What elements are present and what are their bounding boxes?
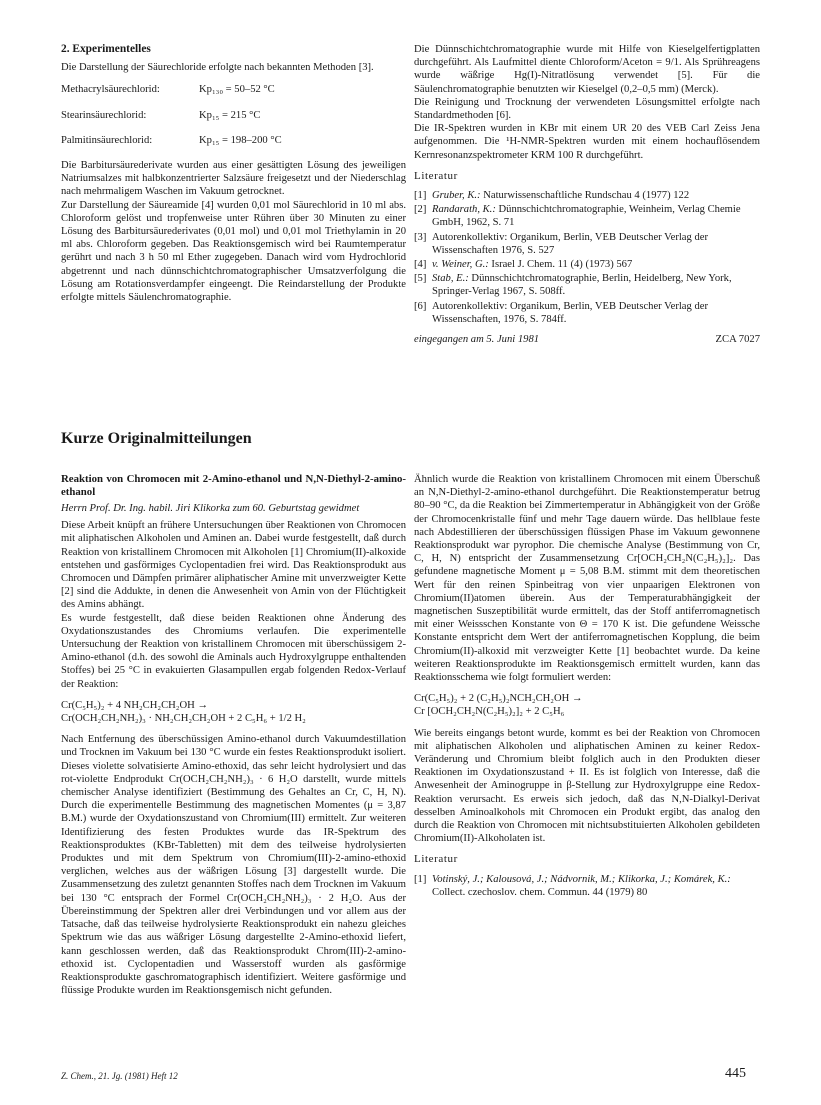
short-communication-left bbox=[61, 473, 406, 997]
dedication: Herrn Prof. Dr. Ing. habil. Jiri Klikorka zum 60. Geburtstag gewidmet bbox=[61, 503, 360, 514]
experimental-section-right bbox=[414, 43, 760, 346]
equation-line: Cr(OCH₂CH₂NH₂)₃ · NH₂CH₂CH₂OH + 2 C₅H₆ + 1/2 H₂ bbox=[61, 713, 306, 725]
reference-item bbox=[414, 873, 760, 899]
reference-number: [6] bbox=[414, 300, 427, 312]
bp-row bbox=[61, 134, 406, 147]
reference-text bbox=[432, 258, 760, 271]
equation-2 bbox=[414, 692, 760, 718]
compound-name: Palmitinsäurechlorid: bbox=[61, 134, 153, 146]
reference-body: Dünnschichtchromatographie, Berlin, Heidelberg, New York, Springer-Verlag 1967, S. 508ff. bbox=[432, 273, 732, 298]
bp-row bbox=[61, 109, 406, 122]
reference-text bbox=[432, 189, 760, 202]
paragraph: Die Reinigung und Trocknung der verwendeten Lösungsmittel erfolgte nach Standardmethoden [6]. bbox=[414, 96, 760, 122]
reference-text bbox=[432, 272, 760, 298]
paragraph: Die Dünnschichtchromatographie wurde mit Hilfe von Kieselgelfertigplatten durchgeführt. Als Laufmittel diente Chloroform/Aceton = 9/1. Als Sprühreagens wurde wäßrige Hg(I)-Nitratlösung verwendet [5]. Für die Säulenchromatographie benutzten wir Kieselgel (0,2–0,5 mm) (Merck). bbox=[414, 44, 760, 95]
reference-number: [1] bbox=[414, 190, 427, 202]
reference-body: Autorenkollektiv: Organikum, Berlin, VEB Deutscher Verlag der Wissenschaften, 1976, S. 784ff. bbox=[432, 300, 708, 325]
compound-name: Methacrylsäurechlorid: bbox=[61, 84, 160, 96]
reference-item bbox=[414, 258, 760, 271]
reference-item bbox=[414, 300, 760, 326]
reference-item bbox=[414, 189, 760, 202]
boiling-point: Kp₁₅ = 215 °C bbox=[199, 109, 261, 121]
reference-body: Collect. czechoslov. chem. Commun. 44 (1979) 80 bbox=[432, 886, 648, 898]
reference-author: Randarath, K.: bbox=[432, 204, 496, 216]
bp-row bbox=[61, 83, 406, 96]
paragraph: Es wurde festgestellt, daß diese beiden Reaktionen ohne Änderung des Oxydationszustandes des Chromiums verlaufen. Die experimentelle Untersuchung der Reaktion von kristallinem Chromocen mit überschüssigem 2-Amino-ethanol (d.h. des sowohl die Aminals auch Hydroxylgruppe enthaltenden Stoffes) bei 25 °C in evakuierten Glasampullen ergab folgenden Redox-Verlauf der Reaktion: bbox=[61, 612, 406, 690]
literature-heading: Literatur bbox=[414, 169, 458, 182]
reference-text bbox=[432, 231, 760, 257]
reference-body: Naturwissenschaftliche Rundschau 4 (1977) 122 bbox=[480, 190, 690, 202]
journal-footer: Z. Chem., 21. Jg. (1981) Heft 12 bbox=[61, 1071, 178, 1081]
article-title: Reaktion von Chromocen mit 2-Amino-ethanol und N,N-Diethyl-2-amino-ethanol bbox=[61, 473, 406, 498]
literature-heading: Literatur bbox=[414, 853, 458, 866]
kurze-heading: Kurze Originalmitteilungen bbox=[61, 430, 252, 447]
reference-text bbox=[432, 203, 760, 229]
reference-text bbox=[432, 300, 760, 326]
reference-body: Autorenkollektiv: Organikum, Berlin, VEB Deutscher Verlag der Wissenschaften 1976, S. 527 bbox=[432, 231, 708, 256]
intro-paragraph: Die Darstellung der Säurechloride erfolgte nach bekannten Methoden [3]. bbox=[61, 62, 374, 74]
reference-item bbox=[414, 231, 760, 257]
paragraph: Ähnlich wurde die Reaktion von kristallinem Chromocen mit einem Überschuß an N,N-Diethyl-2-amino-ethanol durchgeführt. Die Reaktionstemperatur betrug 80–90 °C, da die Reaktion bei Zimmertemperatur in Abhängigkeit von der Größe der Chromocenkristalle fünf und mehr Tage dauern würde. Das hellblaue feste nach Abdestillieren der überschüssigen flüssigen Phase im Vakuum gewonnene Reaktionsprodukt war pyrophor. Die chemische Analyse (Bestimmung von Cr, C, H, N) entspricht der Zusammensetzung Cr[OCH₂CH₂N(C₂H₅)₂]₂. Das gefundene magnetische Moment μ = 5,08 B.M. stimmt mit dem theoretischen Wert für den reinen Spinbeitrag von vier unpaarigen Elektronen von Chromium(II)atomen überein. Aus der Temperaturabhängigkeit der magnetischen Suszeptibilität wurde ermittelt, das der Stoff antiferromagnetisch mit einer Weissschen Konstante von Θ = 170 K ist. Die gefundene Weissche Konstante entspricht dem Wert der antiferromagnetischen Kopplung, die beim Chromium(II)-alkoxid mit verzweigter Kette [1] beobachtet wurde. Da keine weiteren Reaktionsprodukte im Reaktionsgemisch ermittelt wurden, kann das Reaktionsschema wie folgt formuliert werden: bbox=[414, 474, 760, 684]
paragraph: Die Barbitursäurederivate wurden aus einer gesättigten Lösung des jeweiligen Natriumsalzes mit halbkonzentrierter Salzsäure freigesetzt und der Niederschlag nach mehrmaligem Waschen im Vakuum getrocknet. bbox=[61, 160, 406, 198]
reference-number: [3] bbox=[414, 231, 427, 243]
reference-body: Dünnschichtchromatographie, Weinheim, Verlag Chemie GmbH, 1962, S. 71 bbox=[432, 204, 741, 229]
reference-author: Gruber, K.: bbox=[432, 190, 481, 202]
reference-number: [4] bbox=[414, 259, 427, 271]
reference-text bbox=[432, 873, 760, 899]
reference-author: v. Weiner, G.: bbox=[432, 259, 489, 271]
reference-number: [2] bbox=[414, 204, 427, 216]
article-code: ZCA 7027 bbox=[715, 334, 760, 346]
reference-number: [5] bbox=[414, 273, 427, 285]
paragraph: Diese Arbeit knüpft an frühere Untersuchungen über Reaktionen von Chromocen mit aliphatischen Alkoholen und Aminen an. Dabei wurde festgestellt, daß durch Reaktion von kristallinem Chromocen mit Alkoholen [1] Chromium(II)-alkoxide entstehen und gasförmiges Cyclopentadien frei wird. Das Reaktionsprodukt aus Chromocen und Dämpfen primärer aliphatischer Amine mit unverzweigter Kette [2] sind die Addukte, in denen die Anwesenheit von Amin von der Flüchtigkeit des Amins abhängt. bbox=[61, 520, 406, 611]
reference-author: Stab, E.: bbox=[432, 273, 469, 285]
equation-line: Cr(C₅H₅)₂ + 2 (C₂H₅)₂NCH₂CH₂OH → bbox=[414, 693, 583, 705]
equation-1 bbox=[61, 699, 406, 725]
short-communication-right bbox=[414, 473, 760, 900]
paragraph: Nach Entfernung des überschüssigen Amino-ethanol durch Vakuumdestillation und Trocknen im Vakuum bei 130 °C wurde ein festes Reaktionsprodukt isoliert. Dieses violette solvatisierte Amino-ethoxid, das sehr leicht hydrolysiert und das rot-violette Endprodukt Cr(OCH₂CH₂NH₂)₃ · 6 H₂O darstellt, wurde mittels chemischer Analyse identifiziert (Bestimmung des Gehaltes an Cr, C, H, N). Durch die experimentelle Bestimmung des magnetischen Momentes (μ = 3,87 B.M.) wurde der Oxydationszustand von Chromium(III) ermittelt. Zur weiteren Identifizierung des festen Produktes wurde das IR-Spektrum des Reaktionsproduktes (KBr-Tabletten) mit dem des teilweise hydrolysierten Produktes und mit dem Spektrum von Chromium(III)-2-amino-ethoxid verglichen, welches aus der wäßrigen Lösung [3] dargestellt wurde. Die Zusammensetzung des zuletzt genannten Stoffes nach dem Trocknen im Vakuum bei 130 °C entsprach der Formel Cr(OCH₂CH₂NH₂)₃ · 2 H₂O. Aus der Übereinstimmung der Spektren aller drei Verbindungen und vor allem aus der Tatsache, daß das teilweise hydrolysierte Reaktionsprodukt ein nahezu gleiches Spektrum wie das aus wäßriger Lösung dargestellte 2-Amino-ethoxid liefert, kann geschlossen werden, daß das Reaktionsprodukt Chrom(III)-2-amino-ethoxid ist. Cyclopentadien und Wasserstoff wurden als gasförmige Reaktionsprodukte gaschromatographisch identifiziert. Weitere gasförmige und flüssige Produkte wurden im Reaktionsgemisch nicht gefunden. bbox=[61, 734, 406, 997]
paragraph: Die IR-Spektren wurden in KBr mit einem UR 20 des VEB Carl Zeiss Jena aufgenommen. Die ¹H-NMR-Spektren wurden mit einem hochauflösendem Kernresonanzspektrometer KRM 100 R durchgeführt. bbox=[414, 123, 760, 161]
equation-line: Cr(C₅H₅)₂ + 4 NH₂CH₂CH₂OH → bbox=[61, 699, 209, 711]
page-number: 445 bbox=[725, 1066, 746, 1081]
reference-body: Israel J. Chem. 11 (4) (1973) 567 bbox=[488, 259, 633, 271]
boiling-point: Kp₁₅ = 198–200 °C bbox=[199, 134, 282, 146]
received-date: eingegangen am 5. Juni 1981 bbox=[414, 334, 540, 346]
boiling-point: Kp₁₃₀ = 50–52 °C bbox=[199, 84, 275, 96]
section-heading: 2. Experimentelles bbox=[61, 43, 151, 55]
paragraph: Zur Darstellung der Säureamide [4] wurden 0,01 mol Säurechlorid in 10 ml abs. Chloroform gelöst und tropfenweise unter Rühren über 30 Minuten zu einer Lösung des Barbitursäurederivates (0,01 mol) und 0,01 mol Triethylamin in 20 ml abs. Chloroform gegeben. Das Reaktionsgemisch wird bei Raumtemperatur gerührt und nach 3 h 50 ml Ether zugegeben. Danach wird vom Hydrochlorid abgetrennt und nach dünnschichtchromatographischer Umsatzverfolgung die Lösung am Rotationsverdampfer eingeengt. Die Reindarstellung der Produkte erfolgte mittels Säulenchromatographie. bbox=[61, 199, 406, 304]
reference-author: Votinský, J.; Kalousová, J.; Nádvornik, M.; Klikorka, J.; Komárek, K.: bbox=[432, 873, 731, 885]
received-line bbox=[414, 333, 760, 346]
experimental-section-left bbox=[61, 43, 406, 304]
equation-line: Cr [OCH₂CH₂N(C₂H₅)₂]₂ + 2 C₅H₆ bbox=[414, 706, 565, 718]
compound-name: Stearinsäurechlorid: bbox=[61, 109, 147, 121]
reference-number: [1] bbox=[414, 873, 427, 885]
paragraph: Wie bereits eingangs betont wurde, kommt es bei der Reaktion von Chromocen mit aliphatischen Alkoholen und aliphatischen Aminen zu keiner Redox-Veränderung und Chromium bleibt folglich auch in den Produkten dieser Reaktionen im Oxydationszustand + II. Es ist folglich von Interesse, daß die Anwesenheit der Aminogruppe in β-Stellung zur Hydroxylgruppe eine Redox-Reaktion verursacht. Es erweis sich jedoch, daß das N,N-Dialkyl-Derivat desselben Aminoalkohols mit Chromocen ein Produkt ergibt, das analog den durch die Reaktion von Chromocen mit nichtsubstituierten Alkoholen gebildeten Chromium(II)-Alkoholaten ist. bbox=[414, 727, 760, 845]
reference-item bbox=[414, 272, 760, 298]
reference-item bbox=[414, 203, 760, 229]
